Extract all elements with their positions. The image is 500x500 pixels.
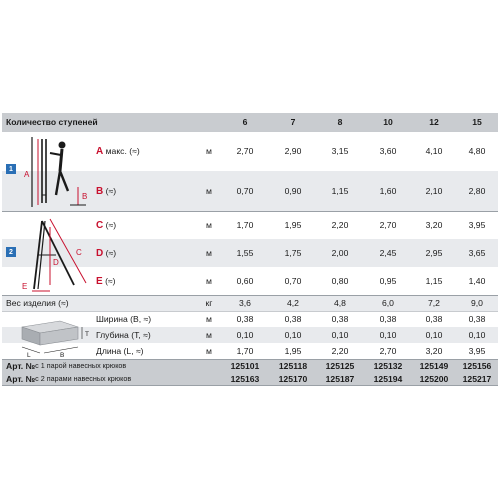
- value: 1,70: [236, 346, 254, 356]
- article-number: 125156: [462, 360, 492, 371]
- article-label: [6, 372, 216, 385]
- value: 3,95: [468, 346, 486, 356]
- value: 2,70: [379, 346, 397, 356]
- dim-label-b: B: [82, 192, 88, 201]
- value: 1,40: [468, 276, 486, 286]
- value: 0,10: [331, 330, 349, 340]
- value: 0,60: [236, 276, 254, 286]
- unit: кг: [205, 298, 213, 308]
- value: 0,38: [331, 314, 349, 324]
- steps-label: Количество ступеней: [6, 117, 98, 127]
- box-label-l: L: [27, 352, 31, 359]
- ladder-type-badge-1: 1: [6, 164, 16, 174]
- letter-e: E: [96, 275, 103, 287]
- article-number: 125101: [230, 360, 260, 371]
- value: 6,0: [382, 298, 394, 308]
- weight-row: [2, 295, 498, 311]
- value: 0,70: [284, 276, 302, 286]
- value: 0,95: [379, 276, 397, 286]
- header-row: [2, 113, 498, 131]
- row-text: (≈): [105, 248, 117, 258]
- separator: [2, 131, 498, 132]
- package-label: Длина (L, ≈): [96, 346, 144, 356]
- package-label: Ширина (B, ≈): [96, 314, 152, 324]
- article-number: 125118: [278, 360, 308, 371]
- value: 2,10: [425, 186, 443, 196]
- value: 0,10: [284, 330, 302, 340]
- value: 0,38: [425, 314, 443, 324]
- value: 4,10: [425, 146, 443, 156]
- value: 1,15: [425, 276, 443, 286]
- article-number: 125187: [325, 373, 355, 384]
- article-number: 125200: [419, 373, 449, 384]
- value: 2,80: [468, 186, 486, 196]
- value: 2,90: [284, 146, 302, 156]
- separator: [2, 211, 498, 212]
- separator: [2, 385, 498, 386]
- article-number: 125217: [462, 373, 492, 384]
- value: 0,38: [236, 314, 254, 324]
- dim-label-a: A: [24, 170, 30, 179]
- step-count: 8: [337, 117, 343, 127]
- value: 0,80: [331, 276, 349, 286]
- unit: м: [206, 330, 212, 340]
- value: 3,95: [468, 220, 486, 230]
- separator: [2, 359, 498, 360]
- value: 1,70: [236, 220, 254, 230]
- value: 1,95: [284, 220, 302, 230]
- row-text: (≈): [105, 220, 117, 230]
- value: 1,60: [379, 186, 397, 196]
- row-label: [96, 267, 196, 295]
- value: 0,70: [236, 186, 254, 196]
- step-count: 10: [383, 117, 393, 127]
- value: 2,70: [236, 146, 254, 156]
- unit: м: [206, 146, 212, 156]
- value: 9,0: [471, 298, 483, 308]
- value: 1,55: [236, 248, 254, 258]
- value: 4,2: [287, 298, 299, 308]
- value: 0,10: [468, 330, 486, 340]
- unit: м: [206, 276, 212, 286]
- ladder-type-badge-2: 2: [6, 247, 16, 257]
- value: 2,20: [331, 220, 349, 230]
- dim-label-c: C: [76, 248, 82, 257]
- box-label-t: T: [85, 331, 89, 338]
- article-number: 125132: [373, 360, 403, 371]
- article-number: 125125: [325, 360, 355, 371]
- value: 0,10: [236, 330, 254, 340]
- value: 3,6: [239, 298, 251, 308]
- row-label: [96, 211, 196, 239]
- article-prefix: Арт. №: [6, 373, 36, 384]
- article-number: 125149: [419, 360, 449, 371]
- value: 3,65: [468, 248, 486, 258]
- value: 0,90: [284, 186, 302, 196]
- article-row-1: [2, 359, 498, 372]
- separator: [2, 311, 498, 312]
- single-ladder-diagram: [20, 135, 94, 209]
- article-prefix: Арт. №: [6, 360, 36, 371]
- value: 0,38: [379, 314, 397, 324]
- row-text: (≈): [105, 186, 117, 196]
- value: 2,95: [425, 248, 443, 258]
- value: 0,10: [425, 330, 443, 340]
- unit: м: [206, 220, 212, 230]
- value: 1,75: [284, 248, 302, 258]
- weight-label: Вес изделия (≈): [6, 298, 69, 308]
- value: 4,80: [468, 146, 486, 156]
- step-count: 15: [472, 117, 482, 127]
- letter-b: B: [96, 185, 104, 197]
- article-number: 125194: [373, 373, 403, 384]
- value: 0,38: [284, 314, 302, 324]
- value: 2,00: [331, 248, 349, 258]
- article-row-2: [2, 372, 498, 385]
- unit: м: [206, 186, 212, 196]
- article-sub: с 2 парами навесных крюков: [35, 374, 132, 383]
- unit: м: [206, 248, 212, 258]
- value: 2,70: [379, 220, 397, 230]
- package-label: Глубина (T, ≈): [96, 330, 151, 340]
- box-label-b: B: [60, 352, 65, 359]
- step-count: 7: [290, 117, 296, 127]
- value: 3,60: [379, 146, 397, 156]
- letter-d: D: [96, 247, 104, 259]
- article-sub: с 1 парой навесных крюков: [35, 361, 127, 370]
- letter-c: C: [96, 219, 104, 231]
- row-text: (≈): [105, 276, 116, 286]
- step-count: 12: [429, 117, 439, 127]
- value: 3,15: [331, 146, 349, 156]
- step-ladder-diagram: [20, 215, 94, 293]
- separator: [2, 295, 498, 296]
- value: 4,8: [334, 298, 346, 308]
- value: 0,38: [468, 314, 486, 324]
- step-count: 6: [242, 117, 248, 127]
- value: 3,20: [425, 220, 443, 230]
- row-label: [96, 131, 196, 171]
- article-label: [6, 359, 216, 372]
- row-label: [96, 239, 196, 267]
- value: 2,20: [331, 346, 349, 356]
- row-text: макс. (≈): [105, 146, 140, 156]
- value: 2,45: [379, 248, 397, 258]
- row-label: [96, 171, 196, 211]
- value: 1,15: [331, 186, 349, 196]
- unit: м: [206, 346, 212, 356]
- article-number: 125163: [230, 373, 260, 384]
- article-number: 125170: [278, 373, 308, 384]
- value: 3,20: [425, 346, 443, 356]
- dim-label-d: D: [53, 258, 59, 267]
- letter-a: A: [96, 145, 104, 157]
- value: 7,2: [428, 298, 440, 308]
- dim-label-e: E: [22, 282, 28, 291]
- package-box-diagram: [16, 313, 94, 359]
- unit: м: [206, 314, 212, 324]
- value: 0,10: [379, 330, 397, 340]
- value: 1,95: [284, 346, 302, 356]
